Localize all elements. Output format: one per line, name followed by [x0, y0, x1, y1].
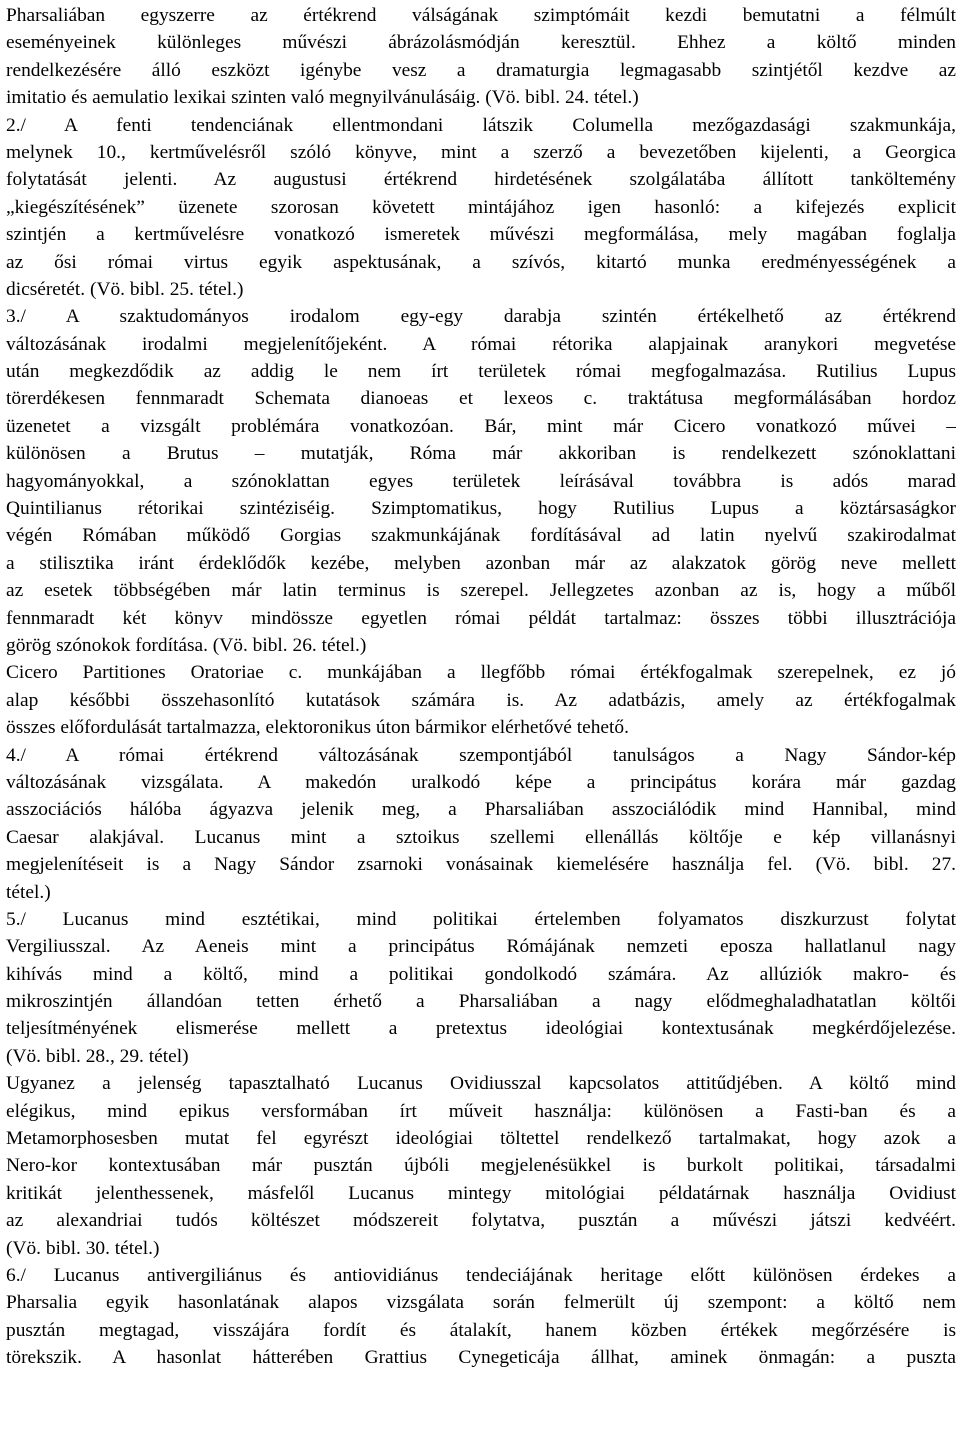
- text-line: fennmaradt két könyv mindössze egyetlen római példát tartalmaz: összes többi illusztrációja: [6, 607, 956, 629]
- text-line: elégikus, mind epikus versformában írt műveit használja: különösen a Fasti-ban és a: [6, 1100, 956, 1122]
- text-line: összes előfordulását tartalmazza, elektoronikus úton bármikor elérhetővé tehető.: [6, 717, 629, 739]
- text-line: melynek 10., kertművelésről szóló könyve, mint a szerző a bevezetőben kijelenti, a Georgica: [6, 141, 956, 163]
- text-line: törerdékesen fennmaradt Schemata dianoeas et lexeos c. traktátusa megformálásában hordoz: [6, 388, 956, 410]
- text-line: „kiegészítésének” üzenete szorosan követett mintájához igen hasonló: a kifejezés explicit: [6, 196, 956, 218]
- text-line: az esetek többségében már latin terminus is szerepel. Jellegzetes azonban az is, hogy a műből: [6, 580, 956, 602]
- text-line: után megkezdődik az addig le nem írt területek római megfogalmazása. Rutilius Lupus: [6, 361, 956, 383]
- text-line: görög szónokok fordítása. (Vö. bibl. 26. tétel.): [6, 634, 367, 656]
- text-line: kihívás mind a költő, mind a politikai gondolkodó számára. Az allúziók makro- és: [6, 963, 956, 985]
- text-line: Pharsaliában egyszerre az értékrend válságának szimptómáit kezdi bemutatni a félmúlt: [6, 5, 956, 26]
- text-line: változásának vizsgálata. A makedón uralkodó képe a principátus korára már gazdag: [6, 771, 956, 793]
- text-line: 4./ A római értékrend változásának szempontjából tanulságos a Nagy Sándor-kép: [6, 744, 956, 766]
- text-line: 5./ Lucanus mind esztétikai, mind politikai értelemben folyamatos diszkurzust folytat: [6, 908, 956, 930]
- text-line: pusztán megtagad, visszájára fordít és átalakít, hanem közben értékek megőrzésére is: [6, 1319, 956, 1341]
- text-line: rendelkezésére álló eszközt igénybe vesz a dramaturgia legmagasabb szintjétől kezdve az: [6, 59, 956, 81]
- text-line: dicséretét. (Vö. bibl. 25. tétel.): [6, 278, 244, 300]
- text-line: 2./ A fenti tendenciának ellentmondani látszik Columella mezőgazdasági szakmunkája,: [6, 114, 956, 136]
- text-line: Ugyanez a jelenség tapasztalható Lucanus Ovidiusszal kapcsolatos attitűdjében. A költő mind: [6, 1073, 956, 1095]
- text-line: szintjén a kertművelésre vonatkozó ismeretek művészi megformálása, mely magában foglalja: [6, 224, 956, 246]
- text-line: Caesar alakjával. Lucanus mint a sztoikus szellemi ellenállás költője e kép villanásnyi: [6, 826, 956, 848]
- text-line: végén Rómában működő Gorgias szakmunkájának fordításával ad latin nyelvű szakirodalmat: [6, 525, 956, 547]
- text-line: Nero-kor kontextusában már pusztán újbóli megjelenésükkel is burkolt politikai, társadalmi: [6, 1155, 956, 1177]
- text-line: megjelenítéseit is a Nagy Sándor zsarnoki vonásainak kiemelésére használja fel. (Vö. bibl. 27.: [6, 854, 956, 876]
- text-line: törekszik. A hasonlat hátterében Grattius Cynegeticája állhat, aminek önmagán: a puszta: [6, 1347, 956, 1369]
- text-line: kritikát jelenthessenek, másfelől Lucanus mintegy mitológiai példatárnak használja Ovidiust: [6, 1182, 956, 1204]
- text-line: változásának irodalmi megjelenítőjeként. A római rétorika alapjainak aranykori megvetése: [6, 333, 956, 355]
- text-line: (Vö. bibl. 28., 29. tétel): [6, 1045, 189, 1067]
- text-line: az ősi római virtus egyik aspektusának, a szívós, kitartó munka eredményességének a: [6, 251, 956, 273]
- text-line: 3./ A szaktudományos irodalom egy-egy darabja szintén értékelhető az értékrend: [6, 306, 956, 328]
- text-line: teljesítményének elismerése mellett a pretextus ideológiai kontextusának megkérdőjelezése.: [6, 1018, 956, 1040]
- text-line: Quintilianus rétorikai szintéziséig. Szimptomatikus, hogy Rutilius Lupus a köztársaságkor: [6, 498, 956, 520]
- text-line: (Vö. bibl. 30. tétel.): [6, 1237, 160, 1259]
- text-line: Vergiliusszal. Az Aeneis mint a principátus Rómájának nemzeti eposza hallatlanul nagy: [6, 936, 956, 958]
- text-line: Metamorphosesben mutat fel egyrészt ideológiai töltettel rendelkező tartalmakat, hogy azok a: [6, 1128, 956, 1150]
- text-line: folytatását jelenti. Az augustusi értékrend hirdetésének szolgálatába állított tanköltemény: [6, 169, 956, 191]
- text-line: hagyományokkal, a szónoklattan egyes területek leírásával továbbra is adós marad: [6, 470, 956, 492]
- text-line: Pharsalia egyik hasonlatának alapos vizsgálata során felmerült új szempont: a költő nem: [6, 1292, 956, 1314]
- text-line: különösen a Brutus – mutatják, Róma már akkoriban is rendelkezett szónoklattani: [6, 443, 956, 465]
- text-line: tétel.): [6, 881, 51, 903]
- document-page: [6, 2, 956, 1372]
- text-line: asszociációs hálóba ágyazva jelenik meg, a Pharsaliában asszociálódik mind Hannibal, mind: [6, 799, 956, 821]
- text-line: üzenetet a vizsgált problémára vonatkozóan. Bár, mint már Cicero vonatkozó művei –: [6, 415, 956, 437]
- text-line: a stilisztika iránt érdeklődők kezébe, melyben azonban már az alakzatok görög neve mellett: [6, 552, 956, 574]
- text-line: Cicero Partitiones Oratoriae c. munkájában a llegfőbb római értékfogalmak szerepelnek, ez jó: [6, 662, 956, 684]
- text-line: 6./ Lucanus antivergiliánus és antiovidiánus tendeciájának heritage előtt különösen érdekes a: [6, 1264, 956, 1286]
- text-line: imitatio és aemulatio lexikai szinten való megnyilvánulásáig. (Vö. bibl. 24. tétel.): [6, 87, 639, 109]
- text-line: az alexandriai tudós költészet módszereit folytatva, pusztán a művészi játszi kedvéért.: [6, 1210, 956, 1232]
- text-line: eseményeinek különleges művészi ábrázolásmódján keresztül. Ehhez a költő minden: [6, 32, 956, 54]
- text-line: mikroszintjén állandóan tetten érhető a Pharsaliában a nagy elődmeghaladhatatlan költői: [6, 991, 956, 1013]
- text-line: alap későbbi összehasonlító kutatások számára is. Az adatbázis, amely az értékfogalmak: [6, 689, 956, 711]
